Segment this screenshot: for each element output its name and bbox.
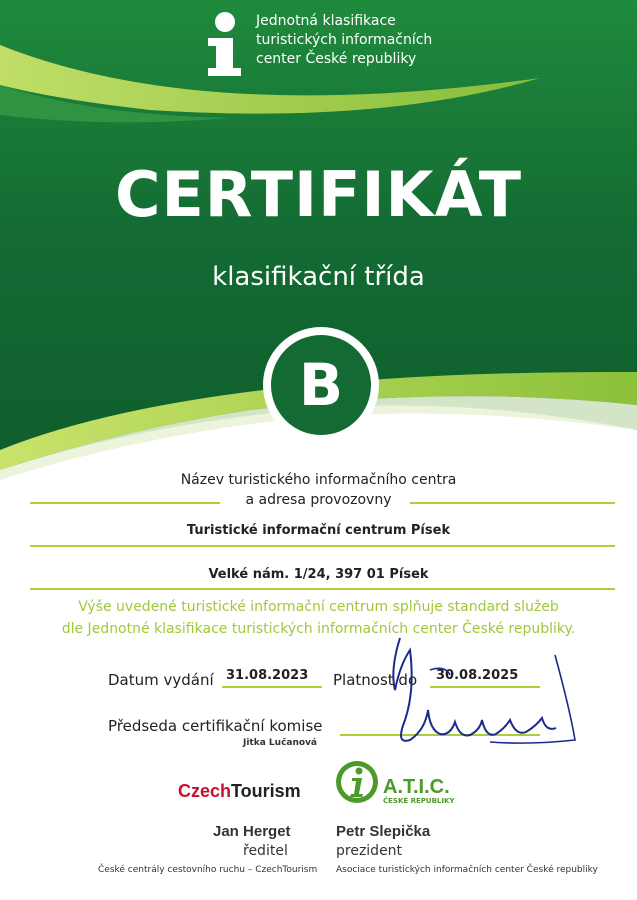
statement-line-1: Výše uvedené turistické informační centrum splňuje standard služeb — [78, 599, 559, 615]
issued-date: 31.08.2023 — [226, 668, 309, 683]
valid-label: Platnost do — [333, 671, 418, 689]
certificate-title: CERTIFIKÁT — [114, 158, 523, 231]
issued-label: Datum vydání — [108, 671, 214, 689]
class-badge — [263, 327, 379, 443]
class-letter: B — [271, 335, 371, 435]
valid-date: 30.08.2025 — [436, 668, 519, 683]
committee-label: Předseda certifikační komise — [108, 717, 323, 735]
center-address: Velké nám. 1/24, 397 01 Písek — [208, 567, 429, 582]
right-signatory-role: prezident — [336, 843, 403, 859]
left-signatory-name: Jan Herget — [213, 823, 291, 840]
czechtourism-logo-tourism: Tourism — [231, 781, 301, 801]
center-label-line-2: a adresa provozovny — [245, 492, 392, 508]
header-line-2: turistických informačních — [256, 32, 433, 48]
right-signatory-org: Asociace turistických informačních center České republiky — [336, 865, 598, 875]
atic-logo-text: A.T.I.C. — [383, 776, 450, 798]
header-line-3: center České republiky — [256, 51, 417, 67]
divider-line — [30, 545, 615, 547]
left-signatory-org: České centrály cestovního ruchu – CzechTourism — [98, 865, 318, 875]
czechtourism-logo — [178, 781, 301, 802]
divider-line — [30, 588, 615, 590]
atic-logo-subtext: ČESKÉ REPUBLIKY — [383, 797, 455, 805]
issued-line — [222, 686, 322, 688]
center-name: Turistické informační centrum Písek — [186, 523, 451, 538]
czechtourism-logo-czech: Czech — [178, 781, 232, 801]
left-signatory-role: ředitel — [243, 843, 288, 859]
header-org-name — [256, 12, 432, 69]
center-label-line-1: Název turistického informačního centra — [180, 472, 457, 488]
atic-logo-icon — [335, 758, 381, 806]
info-i-icon — [205, 12, 245, 78]
committee-name: Jitka Lučanová — [243, 738, 318, 748]
header-line-1: Jednotná klasifikace — [256, 13, 396, 29]
statement-line-2: dle Jednotné klasifikace turistických informačních center České republiky. — [61, 621, 576, 637]
certificate-subtitle: klasifikační třída — [212, 262, 425, 292]
divider-line — [410, 502, 615, 504]
right-signatory-name: Petr Slepička — [336, 823, 431, 840]
divider-line — [30, 502, 220, 504]
center-label — [0, 470, 637, 510]
handwritten-signature — [370, 630, 590, 760]
